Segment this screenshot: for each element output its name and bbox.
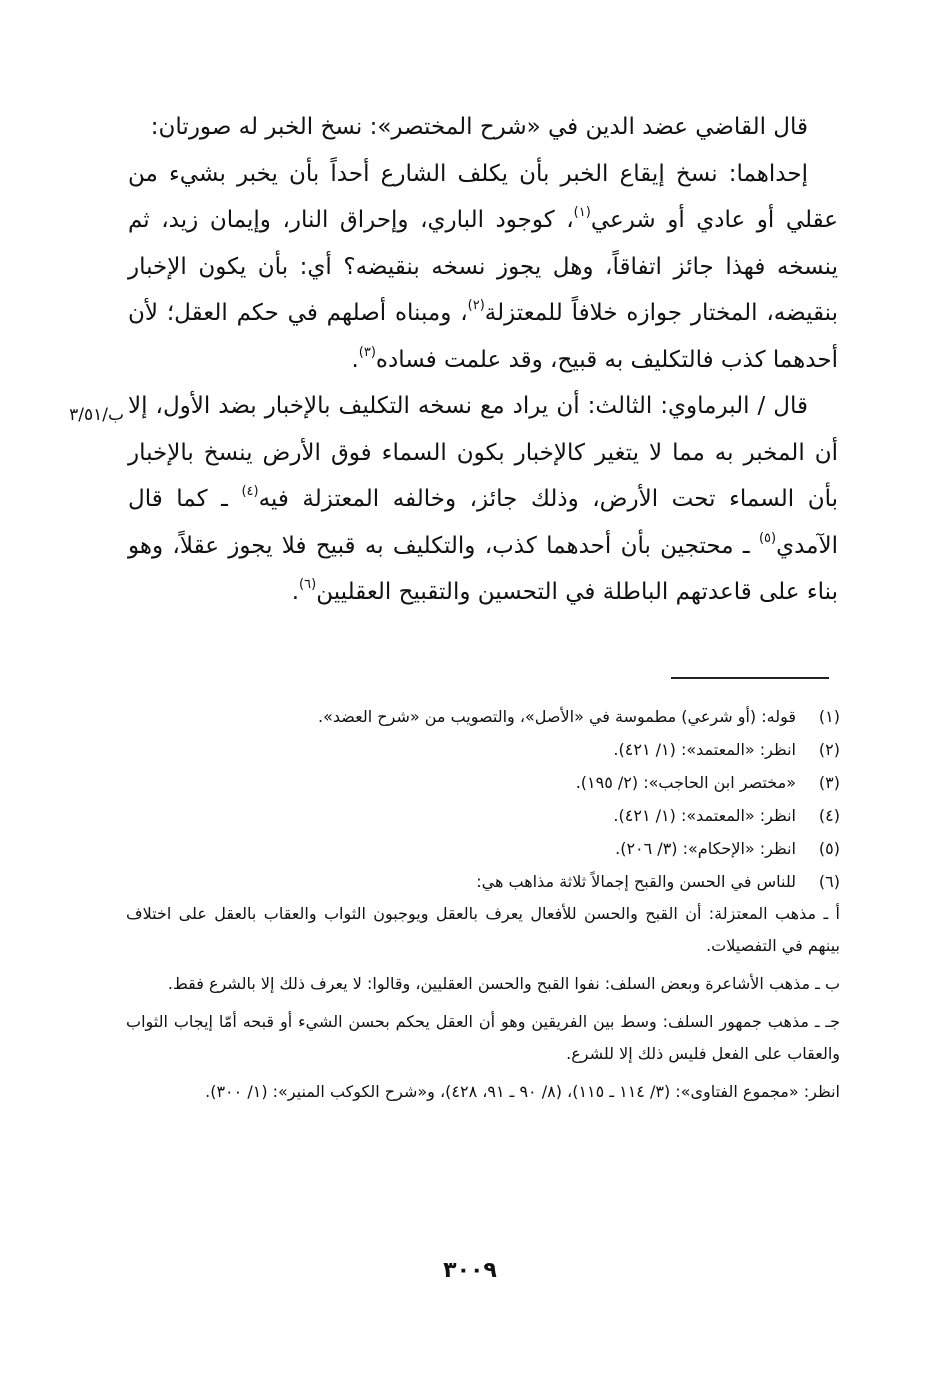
footnote-item — [126, 733, 840, 766]
footnotes-section — [126, 700, 840, 1108]
footnote-text: للناس في الحسن والقبح إجمالاً ثلاثة مذاهب هي: — [476, 872, 796, 891]
main-text-body — [128, 104, 838, 616]
footnote-number: (٥) — [818, 839, 840, 858]
footnote-number: (٣) — [818, 773, 840, 792]
footnote-text: انظر: «الإحكام»: (٣/ ٢٠٦). — [615, 839, 796, 858]
paragraph-1 — [128, 104, 838, 151]
paragraph-2-text-b: ، كوجود الباري، وإحراق النار، وإيمان زيد، ثم ينسخه فهذا جائز اتفاقاً، وهل يجوز نسخه بنقيضه؟ أي: بأن يكون الإخبار بنقيضه، المختار جوازه خلافاً للمعتزلة — [128, 207, 838, 326]
footnote-number: (١) — [818, 707, 840, 726]
footnote-text: قوله: (أو شرعي) مطموسة في «الأصل»، والتصويب من «شرح العضد». — [318, 707, 796, 726]
footnote-item — [126, 700, 840, 733]
paragraph-3-text-c: ـ محتجين بأن أحدهما كذب، والتكليف به قبيح فلا يجوز عقلاً، وهو بناء على قاعدتهم الباطلة في التحسين والتقبيح العقليين — [128, 532, 838, 605]
footnote-item — [126, 832, 840, 865]
footnote-ref-1: (١) — [573, 205, 591, 220]
footnote-item — [126, 766, 840, 799]
footnote-ref-2: (٢) — [467, 298, 485, 313]
footnote-ref-5: (٥) — [758, 530, 777, 546]
paragraph-2-text-d: . — [351, 346, 359, 373]
footnote-item — [126, 799, 840, 832]
footnote-number: (٤) — [818, 806, 840, 825]
page-number: ٣٠٠٩ — [443, 1258, 497, 1283]
footnote-ref-6: (٦) — [299, 577, 317, 592]
footnote-text: انظر: «المعتمد»: (١/ ٤٢١). — [613, 806, 796, 825]
footnote-number: (٦) — [818, 872, 840, 891]
manuscript-folio-marker: ب/٣/٥١ — [69, 405, 124, 425]
paragraph-3-text-b: ـ كما قال الآمدي — [128, 486, 838, 559]
footnote-6-item-b: ب ـ مذهب الأشاعرة وبعض السلف: نفوا القبح والحسن العقليين، وقالوا: لا يعرف ذلك إلا بالشرع فقط. — [167, 974, 840, 993]
footnote-6-references: انظر: «مجموع الفتاوى»: (٣/ ١١٤ ـ ١١٥)، (٨/ ٩٠ ـ ٩١، ٤٢٨)، و«شرح الكوكب المنير»: (١/ ٣٠٠). — [205, 1082, 840, 1101]
footnote-ref-4: (٤) — [241, 484, 259, 499]
footnote-separator — [671, 677, 829, 679]
paragraph-2-text-c: ، ومبناه أصلهم في حكم العقل؛ لأن أحدهما كذب فالتكليف به قبيح، وقد علمت فساده — [128, 300, 838, 373]
footnote-ref-3: (٣) — [358, 344, 376, 360]
paragraph-3-text-d: . — [291, 579, 300, 605]
footnote-text: انظر: «المعتمد»: (١/ ٤٢١). — [613, 740, 796, 759]
paragraph-2-text-a: إحداهما: نسخ إيقاع الخبر بأن يكلف الشارع أحداً بأن يخبر بشيء من عقلي أو عادي أو شرعي — [128, 160, 838, 233]
footnote-text: «مختصر ابن الحاجب»: (٢/ ١٩٥). — [575, 773, 796, 792]
footnote-6-item-a: أ ـ مذهب المعتزلة: أن القبح والحسن للأفعال يعرف بالعقل ويوجبون الثواب والعقاب بالعقل على اختلاف بينهم في التفصيلات. — [126, 904, 840, 955]
paragraph-3-text-a: قال / البرماوي: الثالث: أن يراد مع نسخه التكليف بالإخبار بضد الأول، إلا أن المخبر به مما لا يتغير كالإخبار بكون السماء فوق الأرض ينسخ بالإخبار بأن السماء تحت الأرض، وذلك جائز، وخالفه المعتزلة فيه — [128, 393, 838, 512]
paragraph-1-text: قال القاضي عضد الدين في «شرح المختصر»: نسخ الخبر له صورتان: — [150, 114, 808, 140]
footnote-6-item-c: جـ ـ مذهب جمهور السلف: وسط بين الفريقين وهو أن العقل يحكم بحسن الشيء أو قبحه أمّا إيجاب الثواب والعقاب على الفعل فليس ذلك إلا للشرع. — [126, 1012, 840, 1063]
footnote-item — [126, 865, 840, 898]
footnote-number: (٢) — [818, 740, 840, 759]
paragraph-2 — [128, 151, 838, 384]
paragraph-3 — [128, 383, 838, 616]
